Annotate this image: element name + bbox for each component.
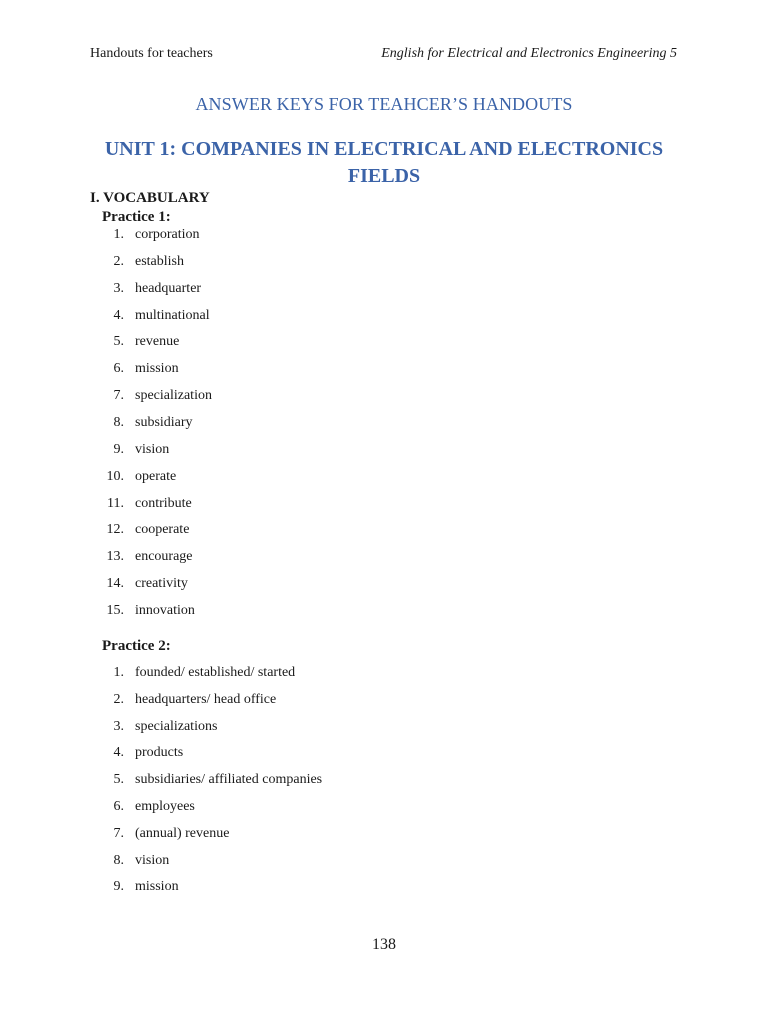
- list-item-number: 7.: [113, 388, 124, 404]
- list-item-number: 1.: [113, 227, 124, 242]
- list-item-text: vision: [135, 441, 170, 457]
- list-item-number: 9.: [113, 879, 124, 895]
- list-item-text: subsidiary: [135, 414, 193, 430]
- list-item-number: 4.: [113, 307, 124, 323]
- list-item-text: operate: [135, 468, 177, 484]
- list-item-number: 12.: [106, 522, 124, 538]
- list-item-number: 2.: [113, 253, 124, 269]
- unit-title-line-1: UNIT 1: COMPANIES IN ELECTRICAL AND ELECTRONICS: [104, 138, 664, 160]
- list-item-number: 10.: [106, 468, 124, 484]
- list-item-text: employees: [135, 799, 195, 814]
- list-item-text: mission: [135, 879, 179, 895]
- list-item-text: vision: [135, 852, 170, 868]
- list-item-number: 6.: [113, 799, 124, 814]
- list-item-number: 14.: [106, 576, 124, 592]
- list-item-number: 8.: [113, 414, 124, 430]
- list-item-text: multinational: [135, 307, 210, 323]
- list-item-number: 4.: [113, 745, 124, 761]
- practice-2-heading: Practice 2:: [102, 638, 171, 654]
- unit-title-line-2: FIELDS: [347, 165, 421, 187]
- list-item-text: encourage: [135, 549, 193, 565]
- list-item-text: mission: [135, 361, 179, 377]
- list-item-text: revenue: [135, 334, 180, 350]
- list-item-number: 7.: [113, 825, 124, 841]
- list-item-number: 1.: [113, 665, 124, 680]
- unit-title: [90, 136, 678, 190]
- list-item-number: 3.: [113, 718, 124, 734]
- page-title: ANSWER KEYS FOR TEAHCER’S HANDOUTS: [195, 94, 573, 114]
- list-item-text: headquarters/ head office: [135, 691, 277, 707]
- section-heading: I. VOCABULARY: [90, 190, 210, 206]
- list-item-text: specialization: [135, 388, 212, 404]
- list-item-text: (annual) revenue: [135, 825, 230, 841]
- practice-1-heading: Practice 1:: [102, 209, 171, 225]
- list-item-number: 5.: [113, 772, 124, 788]
- list-item-text: specializations: [135, 718, 218, 734]
- list-item-number: 11.: [107, 495, 124, 511]
- list-item-text: corporation: [135, 227, 200, 242]
- list-item-text: creativity: [135, 576, 188, 592]
- list-item-number: 5.: [113, 334, 124, 350]
- list-item-text: subsidiaries/ affiliated companies: [135, 772, 323, 788]
- list-item-text: cooperate: [135, 522, 190, 538]
- list-item-number: 8.: [113, 852, 124, 868]
- list-item-number: 13.: [106, 549, 124, 565]
- list-item-text: products: [135, 745, 184, 761]
- list-item-text: innovation: [135, 602, 195, 618]
- list-item-text: establish: [135, 253, 184, 269]
- list-item-number: 15.: [106, 602, 124, 618]
- list-item-number: 6.: [113, 361, 124, 377]
- page-number: 138: [372, 936, 396, 953]
- list-item-number: 2.: [113, 691, 124, 707]
- list-item-text: founded/ established/ started: [135, 665, 296, 680]
- list-item-text: headquarter: [135, 280, 202, 296]
- list-item-number: 9.: [113, 441, 124, 457]
- header-left-text: Handouts for teachers: [90, 46, 213, 61]
- header-right-text: English for Electrical and Electronics Engineering 5: [381, 46, 677, 61]
- list-item-text: contribute: [135, 495, 192, 511]
- list-item-number: 3.: [113, 280, 124, 296]
